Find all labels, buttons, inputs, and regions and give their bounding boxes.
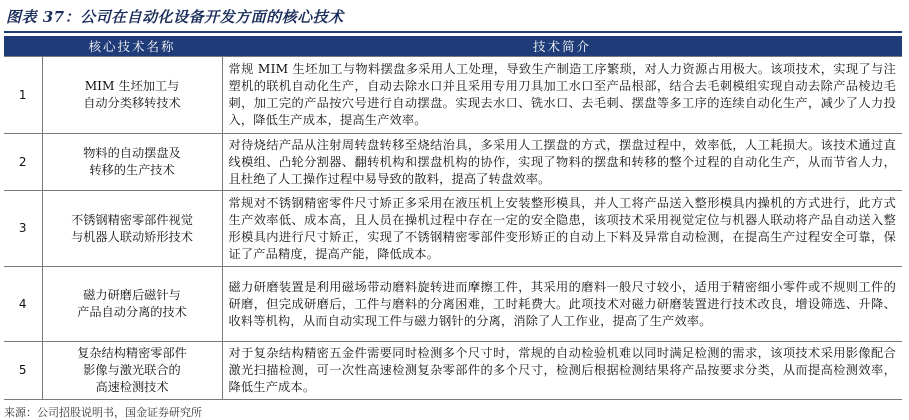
table-header-row [4, 36, 902, 57]
technology-description: 对于复杂结构精密五金件需要同时检测多个尺寸时，常规的自动检验机难以同时满足检测的需求，该项技术采用影像配合激光扫描检测，可一次性高速检测复杂零部件的多个尺寸，检测后根据检测结果将产品按要求分类，从而提高检测效率，降低生产成本。 [222, 342, 902, 400]
technology-name-line: 转移的生产技术 [89, 163, 175, 177]
row-number: 2 [4, 134, 42, 191]
row-number: 3 [4, 191, 42, 267]
header-desc: 技术简介 [222, 36, 902, 57]
technology-name-line: 产品自动分离的技术 [77, 305, 187, 319]
row-number: 4 [4, 267, 42, 342]
technology-name-line: 磁力研磨后磁针与 [83, 288, 181, 302]
technology-name-line: 与机器人联动矫形技术 [71, 229, 193, 244]
figure-title: 图表 37：公司在自动化设备开发方面的核心技术 [6, 8, 344, 26]
technology-name-line: 影像与激光联合的 [83, 363, 181, 377]
technology-name-line: 不锈钢精密零部件视觉 [71, 212, 193, 227]
technology-name-line: 物料的自动摆盘及 [83, 146, 181, 160]
technology-description: 对待烧结产品从注射周转盘转移至烧结治具，多采用人工摆盘的方式，摆盘过程中，效率低，人工耗损大。该技术通过直线模组、凸轮分割器、翻转机构和摆盘机构的协作，实现了物料的摆盘和转移的整个过程的自动化生产，从而节省人力，且杜绝了人工操作过程中易导致的散料，提高了转盘效率。 [222, 134, 902, 191]
technology-name-line: 自动分类移转技术 [83, 96, 181, 110]
technology-name-line: 复杂结构精密零部件 [77, 346, 187, 360]
source-note: 来源：公司招股说明书，国金证券研究所 [4, 406, 202, 419]
technology-name-line: MIM 生坯加工与 [84, 79, 180, 93]
technology-name [42, 134, 222, 191]
header-name: 核心技术名称 [42, 36, 222, 57]
row-number: 5 [4, 342, 42, 400]
core-technology-table [4, 36, 902, 400]
table-row [4, 191, 902, 267]
technology-description: 常规 MIM 生坯加工与物料摆盘多采用人工处理，导致生产制造工序繁琐，对人力资源占用极大。该项技术，实现了与注塑机的联机自动化生产，自动去除水口并且采用专用刀具加工水口至产品根部，结合去毛刺模组实现自动去除产品棱边毛刺，加工完的产品按穴号进行自动摆盘。实现去水口、铣水口、去毛刺、摆盘等多工序的连续自动化生产，减少了人力投入，降低生产成本，提高生产效率。 [222, 57, 902, 134]
header-num [4, 36, 42, 57]
row-number: 1 [4, 57, 42, 134]
table-row [4, 57, 902, 134]
technology-name [42, 267, 222, 342]
technology-name [42, 342, 222, 400]
technology-description: 磁力研磨装置是利用磁场带动磨料旋转进而摩擦工件，其采用的磨料一般尺寸较小，适用于精密细小零件或不规则工件的研磨，但完成研磨后，工件与磨料的分离困难，工时耗费大。此项技术对磁力研磨装置进行技术改良，增设筛选、升降、收料等机构，从而自动实现工件与磁力钢针的分离，消除了人工作业，提高了生产效率。 [222, 267, 902, 342]
table-row [4, 267, 902, 342]
technology-name [42, 191, 222, 267]
table-row [4, 342, 902, 400]
technology-name-line: 高速检测技术 [95, 380, 169, 394]
technology-name [42, 57, 222, 134]
technology-description: 常规对不锈钢精密零件尺寸矫正多采用在液压机上安装整形模具，并人工将产品送入整形模具内操机的方式进行，此方式生产效率低、成本高，且人员在操机过程中存在一定的安全隐患，该项技术采用视觉定位与机器人联动将产品自动送入整形模具内进行尺寸矫正，实现了不锈钢精密零部件变形矫正的自动上下料及异常自动检测，在提高生产过程安全可靠，保证了产品精度，提高产能，降低成本。 [222, 191, 902, 267]
table-row [4, 134, 902, 191]
title-rule [4, 31, 902, 33]
